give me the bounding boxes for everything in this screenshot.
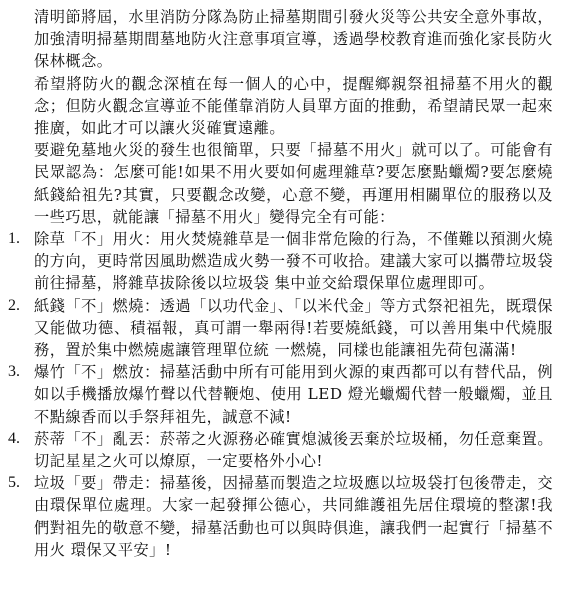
list-marker: 2.: [8, 296, 20, 314]
fire-safety-list: [6, 228, 555, 561]
intro-paragraph-2: 希望將防火的觀念深植在每一個人的心中，提醒鄉親祭祖掃墓不用火的觀念；但防火觀念宣導並不能僅靠消防人員單方面的推動，希望請民眾一起來推廣，如此才可以讓火災確實遠離。: [34, 74, 553, 138]
list-marker: 1.: [8, 230, 20, 248]
list-item: [6, 228, 555, 295]
intro-paragraph-3: 要避免墓地火災的發生也很簡單，只要「掃墓不用火」就可以了。可能會有民眾認為：怎麼可能!如果不用火要如何處理雜草?要怎麼點蠟燭?要怎麼燒紙錢給祖先?其實，只要觀念改變，心意不變，再運用相關單位的服務以及一些巧思，就能讓「掃墓不用火」變得完全有可能：: [34, 141, 553, 226]
list-item: [6, 295, 555, 362]
list-item-text: 除草「不」用火：用火焚燒雜草是一個非常危險的行為，不僅難以預測火燒的方向，更時常因風助燃造成火勢一發不可收拾。建議大家可以攜帶垃圾袋前往掃墓，將雜草拔除後以垃圾袋 集中並交給環保單位處理即可。: [34, 230, 553, 293]
list-item: [6, 361, 555, 428]
list-item-text: 垃圾「要」帶走：掃墓後，因掃墓而製造之垃圾應以垃圾袋打包後帶走，交由環保單位處理。大家一起發揮公德心，共同維護祖先居住環境的整潔!我們對祖先的敬意不變，掃墓活動也可以與時俱進，讓我們一起實行「掃墓不用火 環保又平安」!: [34, 474, 553, 559]
list-marker: 3.: [8, 363, 20, 381]
intro-paragraph-1: 清明節將屆，水里消防分隊為防止掃墓期間引發火災等公共安全意外事故，加強清明掃墓期間墓地防火注意事項宣導，透過學校教育進而強化家長防火保林概念。: [34, 8, 553, 71]
list-item: [6, 472, 555, 561]
list-item-text: 爆竹「不」燃放：掃墓活動中所有可能用到火源的東西都可以有替代品，例如以手機播放爆竹聲以代替鞭炮、使用 LED 燈光蠟燭代替一般蠟燭，並且不點線香而以手祭拜祖先，誠意不減!: [34, 363, 553, 426]
list-item-text: 菸蒂「不」亂丟：菸蒂之火源務必確實熄滅後丟棄於垃圾桶，勿任意棄置。切記星星之火可以燎原，一定要格外小心!: [34, 429, 553, 471]
list-marker: 5.: [8, 474, 20, 492]
list-item-text: 紙錢「不」燃燒：透過「以功代金」、「以米代金」等方式祭祀祖先，既環保又能做功德、積福報，真可謂一舉兩得!若要燒紙錢，可以善用集中代燒服務，置於集中燃燒處讓管理單位統 一燃燒，同樣也能讓祖先荷包滿滿!: [34, 296, 553, 360]
list-marker: 4.: [8, 429, 20, 447]
list-item: [6, 428, 555, 472]
